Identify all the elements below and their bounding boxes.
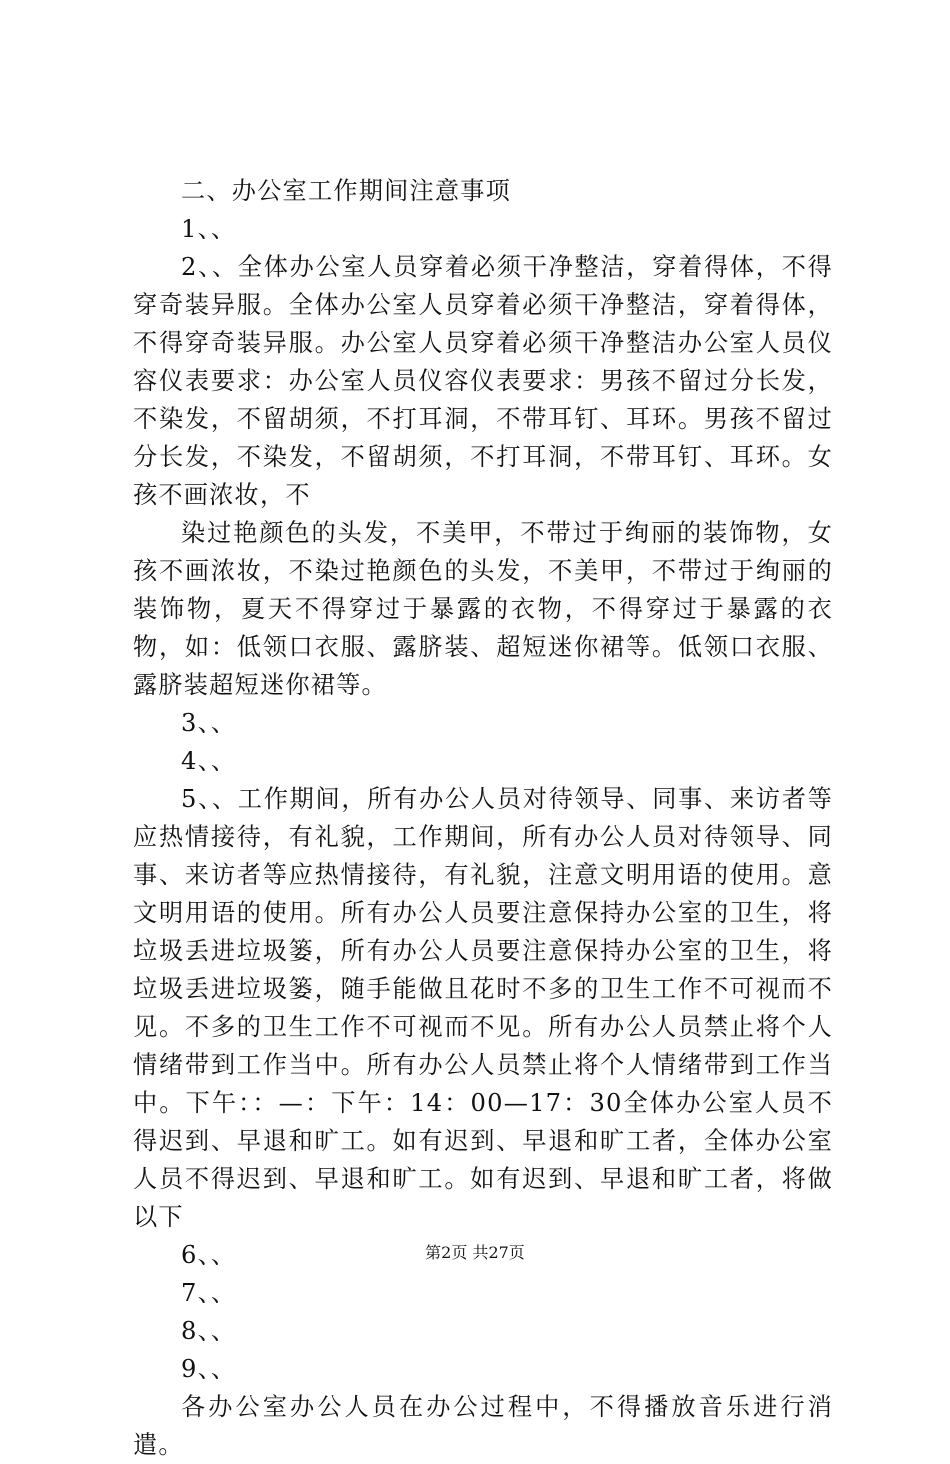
item-7: 7、、 [181,1279,237,1307]
item-8: 8、、 [181,1317,237,1345]
item-6: 6、、 [181,1241,237,1269]
item-3: 3、、 [181,709,237,737]
section-heading: 二、办公室工作期间注意事项 [181,177,512,205]
item-4: 4、、 [181,747,237,775]
closing-paragraph: 各办公室办公人员在办公过程中，不得播放音乐进行消遣。 [133,1393,833,1459]
item-2: 2、、全体办公室人员穿着必须干净整洁，穿着得体，不得穿奇装异服。全体办公室人员穿着必须干净整洁，穿着得体，不得穿奇装异服。办公室人员穿着必须干净整洁办公室人员仪容仪表要求：办公室人员仪容仪表要求：男孩不留过分长发，不染发，不留胡须，不打耳洞，不带耳钉、耳环。男孩不留过分长发，不染发，不留胡须，不打耳洞，不带耳钉、耳环。女孩不画浓妆，不 [133,253,833,509]
item-9: 9、、 [181,1355,237,1383]
item-1: 1、、 [181,215,237,243]
page-footer: 第2页 共27页 [425,1243,525,1262]
item-5: 5、、工作期间，所有办公人员对待领导、同事、来访者等应热情接待，有礼貌，工作期间，所有办公人员对待领导、同事、来访者等应热情接待，有礼貌，注意文明用语的使用。意文明用语的使用。所有办公人员要注意保持办公室的卫生，将垃圾丢进垃圾篓，所有办公人员要注意保持办公室的卫生，将垃圾丢进垃圾篓，随手能做且花时不多的卫生工作不可视而不见。不多的卫生工作不可视而不见。所有办公人员禁止将个人情绪带到工作当中。所有办公人员禁止将个人情绪带到工作当中。下午：：—：下午：14：00—17：30全体办公室人员不得迟到、早退和旷工。如有迟到、早退和旷工者，全体办公室人员不得迟到、早退和旷工。如有迟到、早退和旷工者，将做以下 [133,785,833,1231]
item-2-continued: 染过艳颜色的头发，不美甲，不带过于绚丽的装饰物，女孩不画浓妆，不染过艳颜色的头发，不美甲，不带过于绚丽的装饰物，夏天不得穿过于暴露的衣物，不得穿过于暴露的衣物，如：低领口衣服、露脐装、超短迷你裙等。低领口衣服、露脐装超短迷你裙等。 [133,519,833,699]
document-body [133,172,833,1464]
